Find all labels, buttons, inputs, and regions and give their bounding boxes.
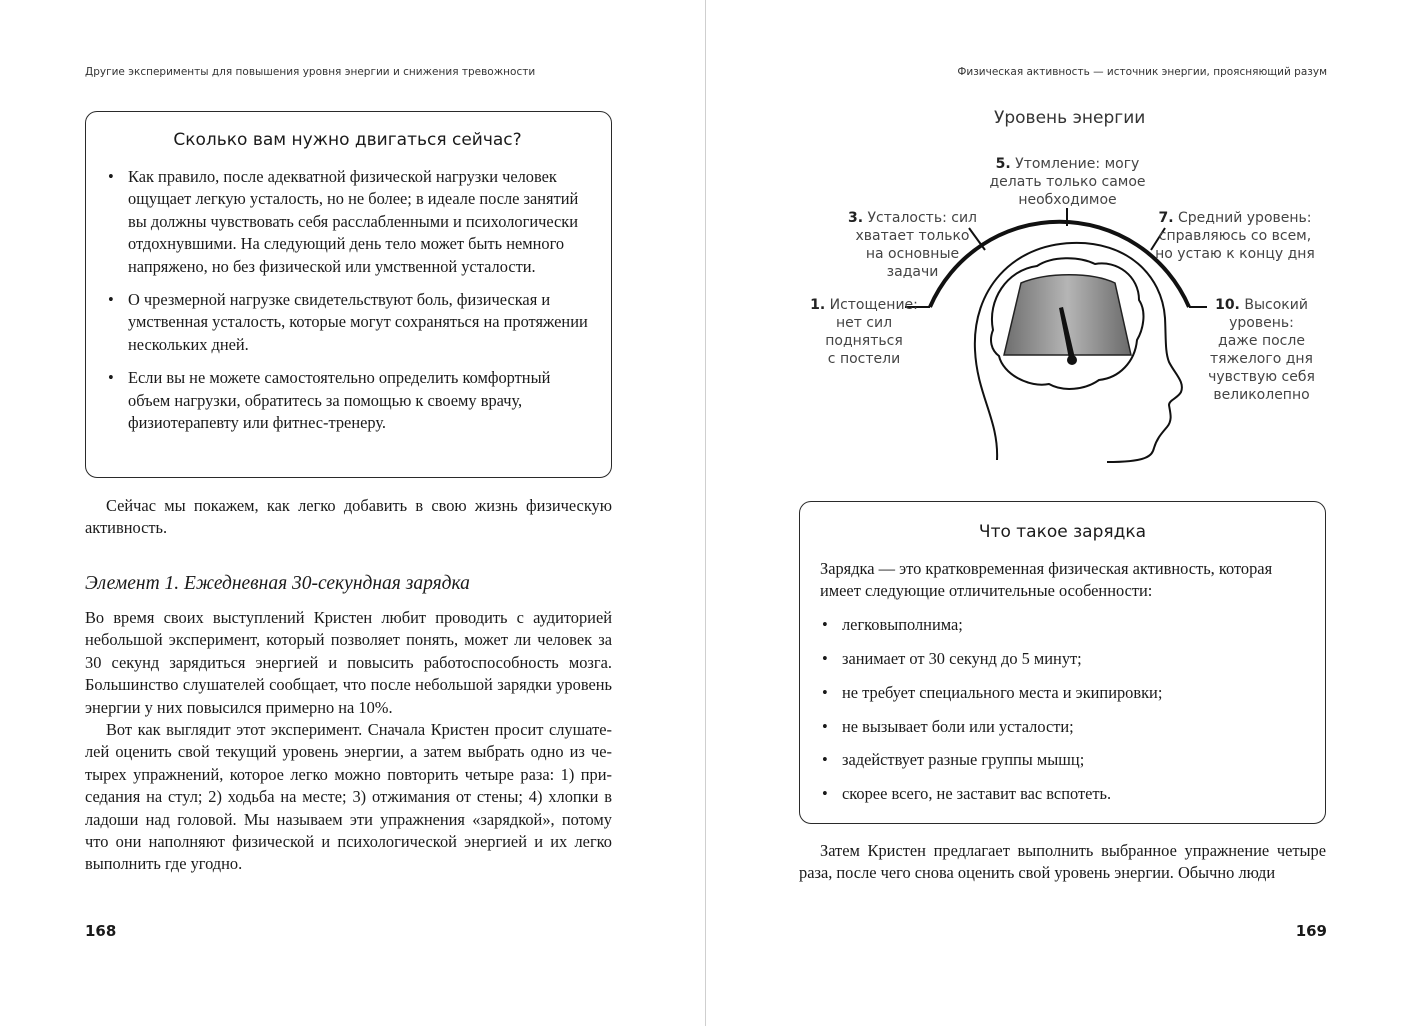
diagram-title: Уровень энергии xyxy=(994,108,1146,128)
movement-box-list xyxy=(106,166,589,434)
body-paragraph-1: Во время своих выступлений Кристен любит проводить с аудиторией небольшой эксперимент, который позволяет понять, может ли человек за 30 секунд зарядиться энергией и повысить работоспособность мозга. Большинство слушателей сообщает, что после небольшой зарядки уровень энергии у них повысился примерно на 10%. xyxy=(85,608,612,717)
label-level-5: 5. Утомление: могу делать только самое необходимое xyxy=(989,156,1146,208)
list-item: • не требует специального места и экипировки; xyxy=(820,682,1305,704)
warmup-box-list xyxy=(820,614,1305,806)
list-item: • занимает от 30 секунд до 5 минут; xyxy=(820,648,1305,670)
section-heading: Элемент 1. Ежедневная 30-секундная зарядка xyxy=(85,573,470,594)
list-item: • О чрезмерной нагрузке свидетельствуют боль, физическая и умственная усталость, которые могут сохраняться на протяжении нескольких дней. xyxy=(106,289,589,356)
label-level-10: 10. Высокий уровень: даже после тяжелого дня чувствую себя великолепно xyxy=(1208,297,1315,403)
list-item: • легковыполнима; xyxy=(820,614,1305,636)
dial-pivot xyxy=(1067,355,1077,365)
list-item: • скорее всего, не заставит вас вспотеть. xyxy=(820,783,1305,805)
left-running-head: Другие эксперименты для повышения уровня энергии и снижения тревожности xyxy=(85,66,536,78)
page-number-left: 168 xyxy=(85,922,117,940)
list-item: • Как правило, после адекватной физической нагрузки человек ощущает легкую усталость, но не более; в идеале после занятий вы должны чувствовать себя расслабленными и психологически отдохнувшими. На следующий день тело может быть немного напряжено, но без физической или умственной усталости. xyxy=(106,166,589,278)
warmup-box-intro: Зарядка — это кратковременная физическая активность, которая имеет следующие отличительные особенности: xyxy=(820,559,1273,601)
list-item: • не вызывает боли или усталости; xyxy=(820,716,1305,738)
label-level-3: 3. Усталость: сил хватает только на основные задачи xyxy=(847,210,977,280)
list-item: • Если вы не можете самостоятельно определить комфортный объем нагрузки, обратитесь за помощью к своему врачу, физиотерапевту или фитнес-тренеру. xyxy=(106,367,589,434)
right-running-head: Физическая активность — источник энергии, проясняющий разум xyxy=(957,66,1327,78)
movement-amount-box xyxy=(85,111,612,478)
intro-paragraph: Сейчас мы покажем, как легко добавить в свою жизнь физическую активность. xyxy=(85,496,612,538)
list-item: • задействует разные группы мышц; xyxy=(820,749,1305,771)
page-number-right: 169 xyxy=(1295,922,1327,940)
warmup-definition-box xyxy=(799,501,1326,824)
body-paragraph-2: Вот как выглядит этот эксперимент. Сначала Кристен просит слушателей оценить свой текущий уровень энергии, а затем выбрать одно из четырех упражнений, которое легко можно повторить четыре раза: 1) приседания на стул; 2) ходьба на месте; 3) отжимания от стены; 4) хлопки в ладоши над головой. Мы называем эти упражнения «зарядкой», потому что они наполняют физической и психологической энергией и их легко выполнить где угодно. xyxy=(85,720,612,874)
movement-box-title: Сколько вам нужно двигаться сейчас? xyxy=(173,130,522,150)
label-level-1: 1. Истощение: нет сил подняться с постели xyxy=(810,297,918,367)
warmup-box-title: Что такое зарядка xyxy=(978,522,1147,542)
energy-level-diagram xyxy=(707,0,1410,480)
closing-paragraph: Затем Кристен предлагает выполнить выбранное упражнение четыре раза, после чего снова оценить свой уровень энергии. Обычно люди xyxy=(799,841,1326,883)
label-level-7: 7. Средний уровень: справляюсь со всем, но устаю к концу дня xyxy=(1155,210,1315,262)
right-page xyxy=(707,0,1410,1026)
